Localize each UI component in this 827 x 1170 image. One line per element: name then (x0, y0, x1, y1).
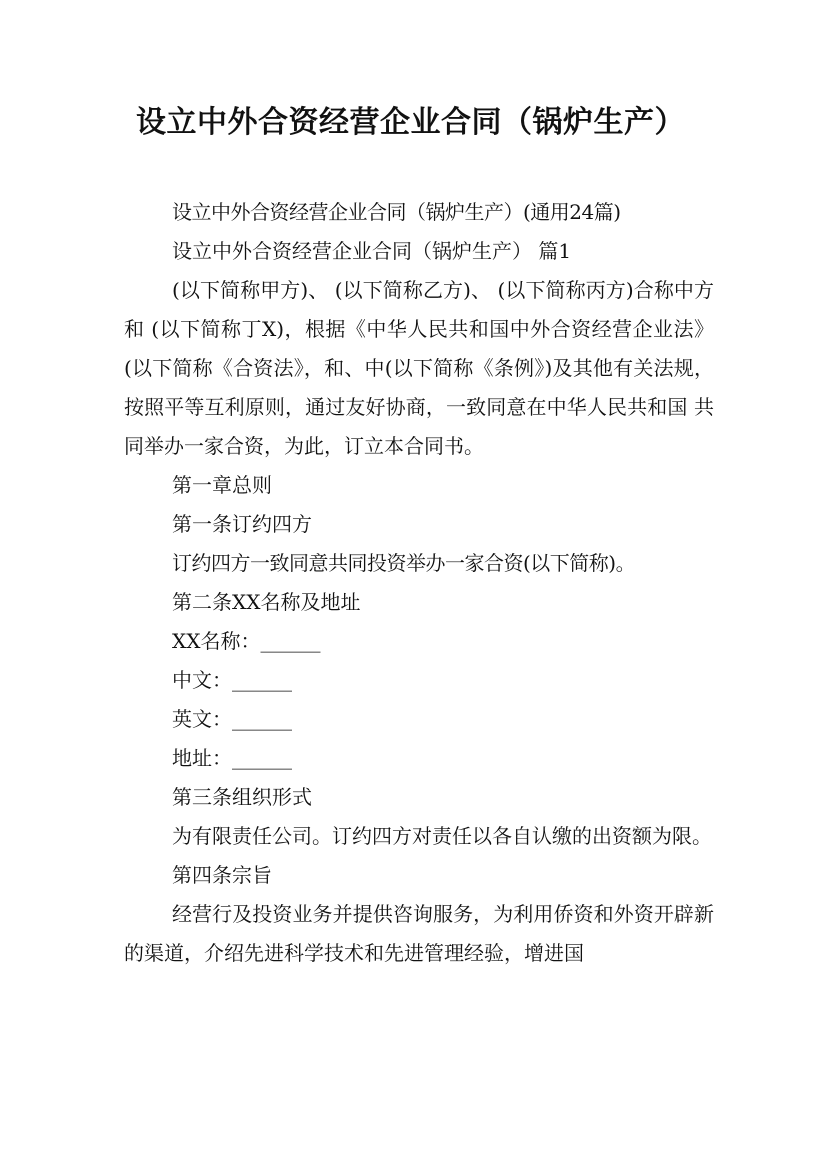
document-body (124, 193, 714, 973)
preamble-paragraph: (以下简称甲方)、 (以下简称乙方)、 (以下简称丙方)合称中方和 (以下简称丁X)，根据《中华人民共和国中外合资经营企业法》(以下简称《合资法》，和、中(以下简称《条例》)及其他有关法规，按照平等互利原则，通过友好协商，一致同意在中华人民共和国 共同举办一家合资，为此，订立本合同书。 (124, 278, 714, 458)
document-title: 设立中外合资经营企业合同（锅炉生产） (136, 105, 685, 140)
subtitle-paragraph: 设立中外合资经营企业合同（锅炉生产）(通用24篇) (172, 200, 621, 224)
article-heading: 第二条XX名称及地址 (172, 590, 361, 614)
field-line: 英文：______ (172, 707, 292, 731)
article-heading: 第四条宗旨 (172, 863, 272, 887)
chapter-heading: 第一章总则 (172, 473, 272, 497)
article-paragraph: 经营行及投资业务并提供咨询服务，为利用侨资和外资开辟新的渠道，介绍先进科学技术和先进管理经验，增进国 (124, 902, 714, 965)
article-heading: 第一条订约四方 (172, 512, 312, 536)
field-line: 地址：______ (172, 746, 292, 770)
field-line: 中文：______ (172, 668, 292, 692)
article-paragraph: 订约四方一致同意共同投资举办一家合资(以下简称)。 (172, 551, 636, 575)
field-line: XX名称：______ (172, 629, 321, 653)
article-paragraph: 为有限责任公司。订约四方对责任以各自认缴的出资额为限。 (172, 824, 712, 848)
article-heading: 第三条组织形式 (172, 785, 312, 809)
section-heading-paragraph: 设立中外合资经营企业合同（锅炉生产） 篇1 (172, 239, 572, 263)
